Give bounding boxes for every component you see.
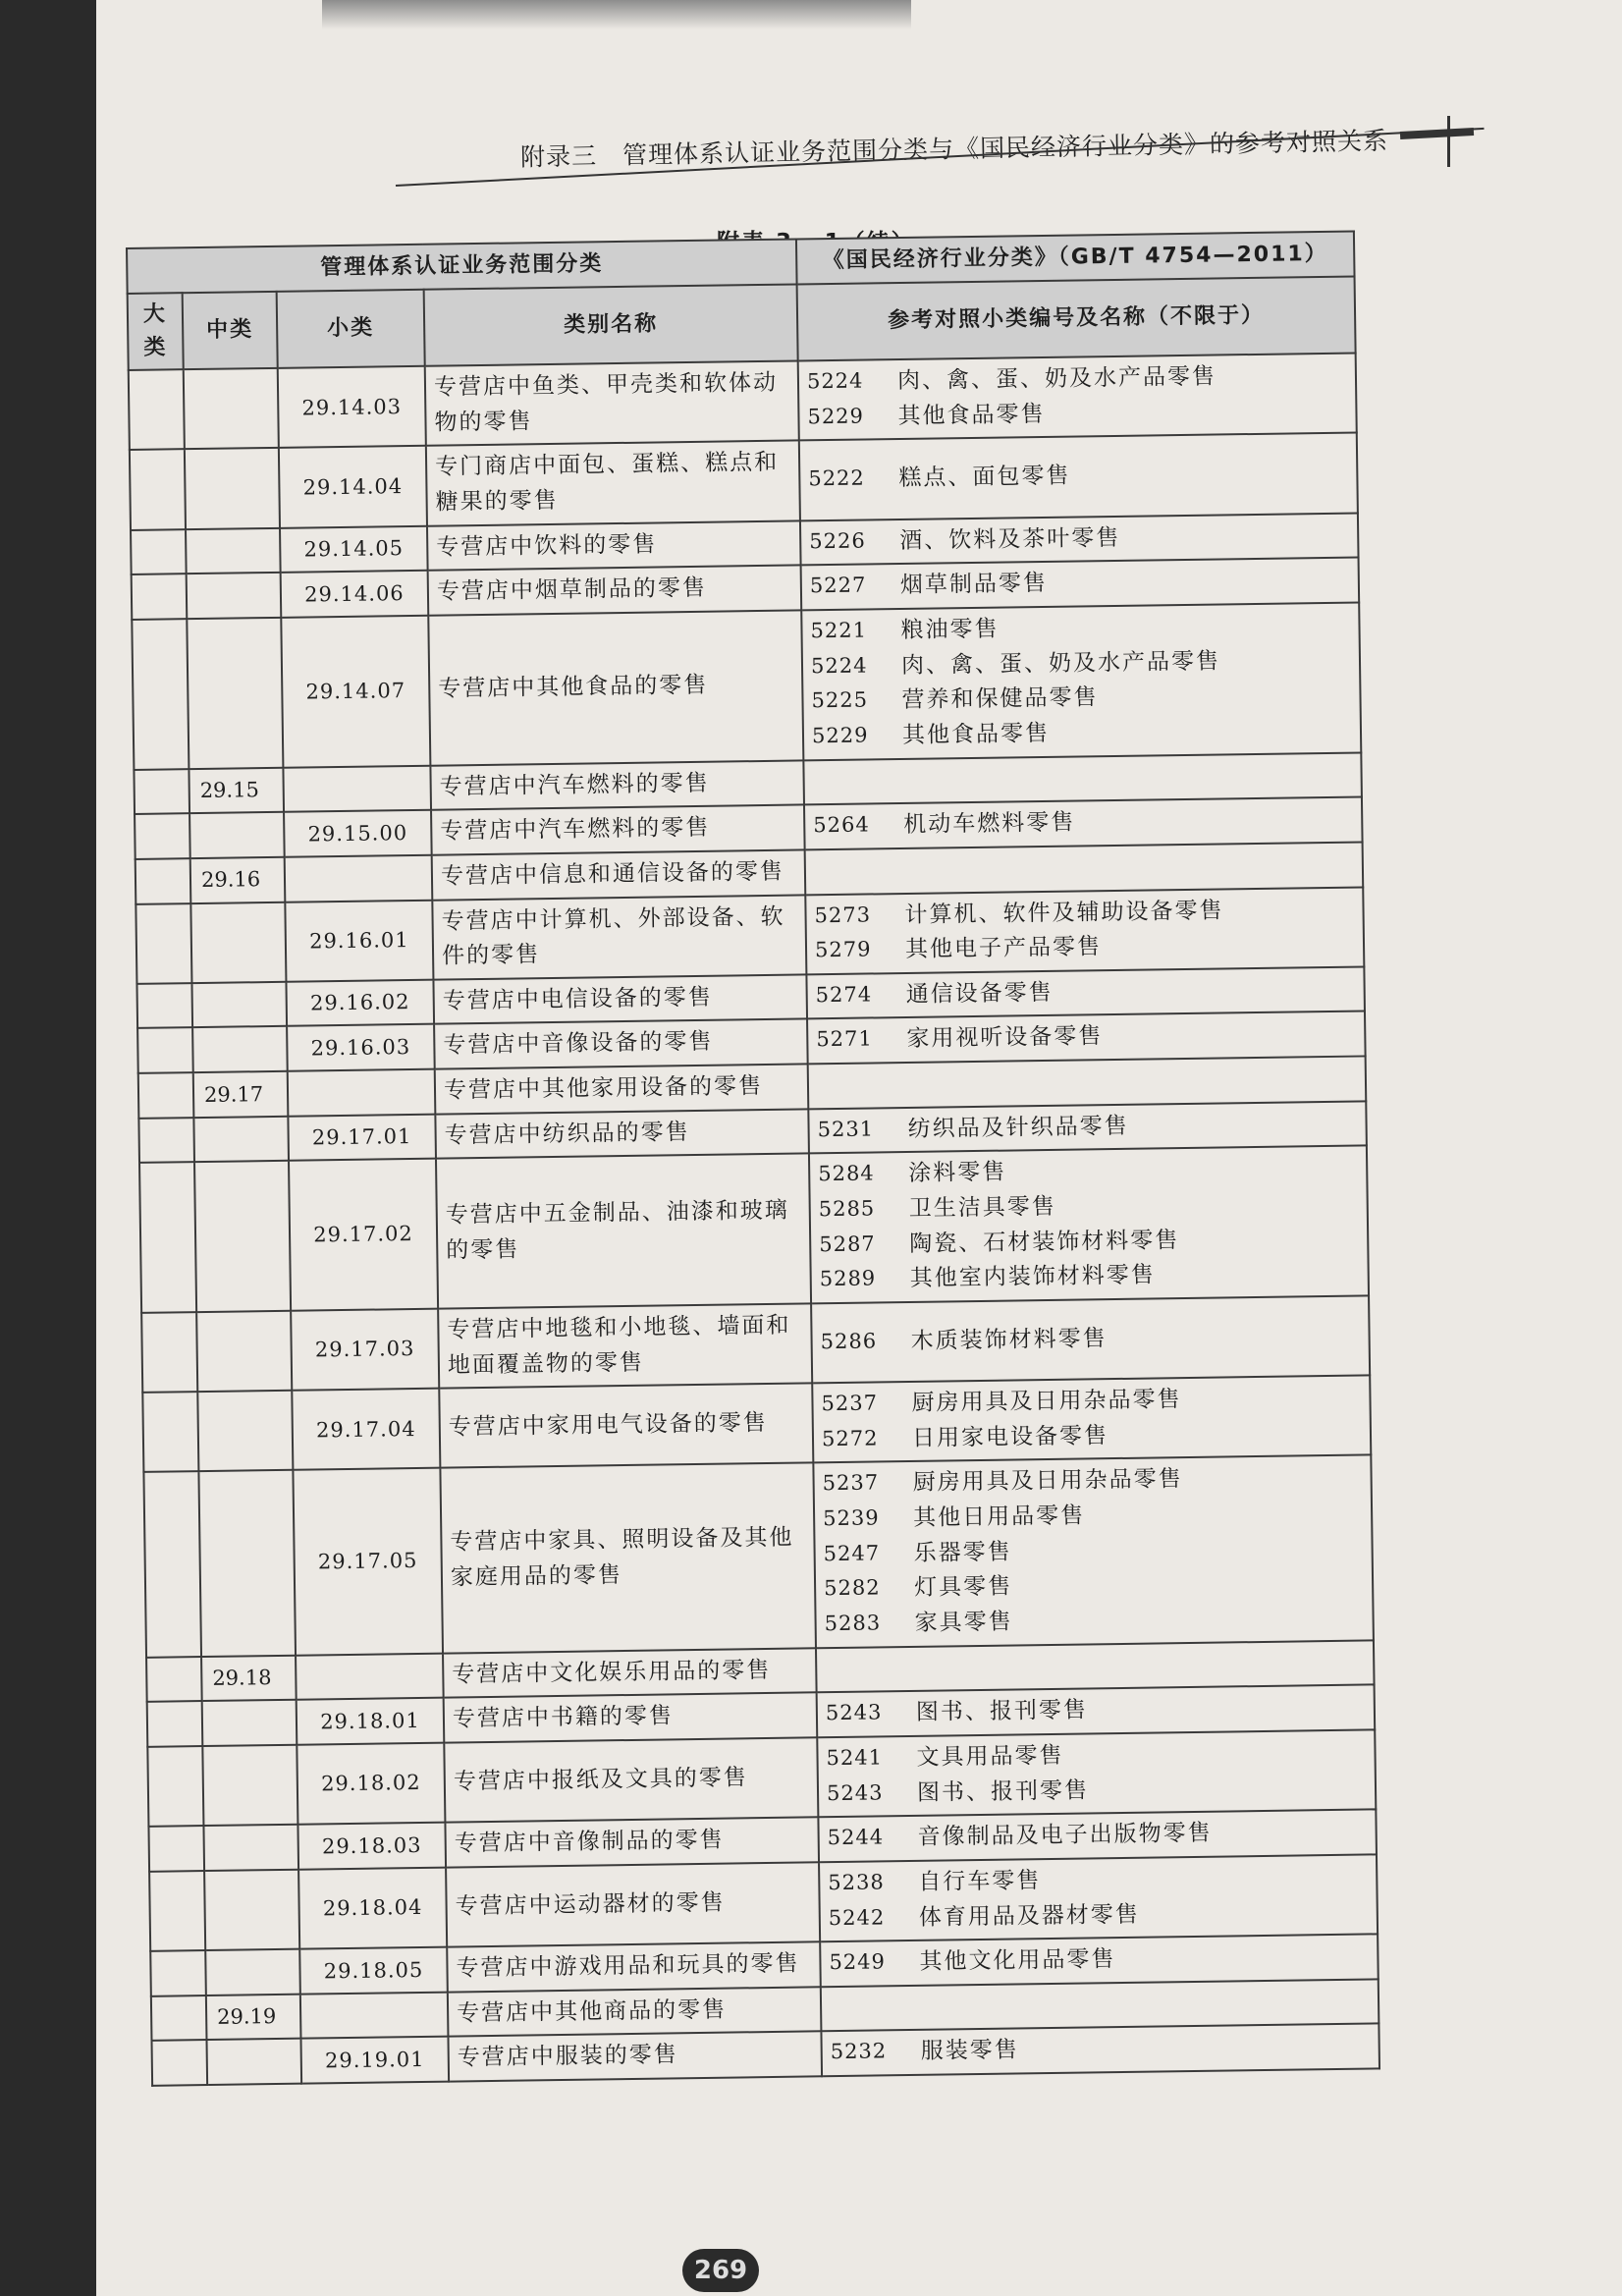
reference-code: 5229 [811, 723, 869, 748]
reference-item [815, 971, 1355, 1013]
reference-list [825, 1663, 1365, 1670]
major-cell [135, 858, 191, 903]
small-class-cell: 29.14.07 [281, 616, 430, 768]
major-cell [130, 450, 186, 530]
reference-name: 家用视听设备零售 [906, 1023, 1104, 1053]
reference-name: 厨房用具及日用杂品零售 [912, 1466, 1183, 1497]
reference-list [814, 864, 1354, 872]
major-cell [138, 1118, 194, 1163]
reference-name: 日用家电设备零售 [911, 1422, 1109, 1451]
reference-name: 服装零售 [920, 2037, 1019, 2065]
reference-code: 5279 [814, 937, 872, 962]
reference-name: 其他文化用品零售 [919, 1946, 1116, 1976]
reference-name: 卫生洁具零售 [908, 1193, 1056, 1222]
sub-class-cell: 29.15 [189, 767, 284, 813]
category-name-cell: 专营店中其他家用设备的零售 [435, 1064, 809, 1114]
reference-code: 5264 [813, 812, 870, 838]
small-class-cell: 29.17.01 [288, 1114, 436, 1161]
reference-code: 5282 [823, 1575, 881, 1601]
running-header: 附录三 管理体系认证业务范围分类与《国民经济行业分类》的参考对照关系 [519, 126, 1389, 172]
reference-name: 其他食品零售 [901, 720, 1051, 748]
reference-cell [800, 513, 1359, 566]
major-cell [132, 574, 188, 620]
reference-item [829, 1894, 1369, 1937]
category-name-cell: 专营店中汽车燃料的零售 [430, 760, 804, 810]
small-class-cell [300, 1992, 449, 2039]
reference-item [807, 393, 1347, 435]
major-cell [135, 903, 191, 984]
reference-name: 家具零售 [914, 1609, 1013, 1636]
sub-class-cell [197, 1391, 293, 1472]
reference-cell [801, 558, 1360, 611]
reference-list [815, 971, 1355, 1013]
reference-code: 5237 [822, 1470, 880, 1496]
reference-code: 5271 [816, 1026, 873, 1052]
sub-class-cell [189, 812, 285, 858]
reference-cell [808, 1057, 1367, 1110]
small-class-cell: 29.17.04 [292, 1389, 440, 1470]
small-class-cell: 29.18.02 [297, 1743, 445, 1825]
reference-item [820, 1318, 1360, 1360]
reference-list [810, 608, 1352, 755]
left-group-header: 管理体系认证业务范围分类 [127, 239, 797, 294]
reference-name: 肉、禽、蛋、奶及水产品零售 [900, 648, 1221, 679]
major-cell [132, 619, 189, 769]
reference-cell [812, 1376, 1371, 1463]
small-class-cell: 29.18.03 [297, 1823, 446, 1870]
reference-name: 木质装饰材料零售 [910, 1325, 1108, 1354]
reference-cell [803, 752, 1362, 805]
ref-header: 参考对照小类编号及名称（不限于） [797, 277, 1356, 361]
category-name-cell: 专营店中运动器材的零售 [446, 1862, 820, 1947]
reference-code: 5243 [826, 1779, 884, 1805]
category-name-cell: 专营店中电信设备的零售 [433, 974, 807, 1024]
reference-list [813, 775, 1353, 783]
reference-code: 5237 [821, 1391, 879, 1416]
small-class-cell: 29.18.04 [298, 1867, 447, 1948]
reference-cell [809, 1146, 1369, 1303]
reference-item [809, 518, 1349, 560]
category-name-cell: 专营店中汽车燃料的零售 [431, 805, 805, 855]
major-cell [136, 983, 192, 1028]
reference-cell [817, 1685, 1376, 1738]
reference-name: 厨房用具及日用杂品零售 [911, 1387, 1182, 1417]
reference-cell [808, 1101, 1367, 1154]
reference-cell [805, 887, 1364, 974]
reference-item [829, 1940, 1369, 1982]
reference-cell [820, 1935, 1379, 1988]
sub-class-cell [205, 1949, 300, 1995]
reference-code: 5249 [829, 1949, 887, 1975]
reference-name: 其他日用品零售 [912, 1503, 1086, 1532]
reference-code: 5244 [827, 1825, 885, 1850]
reference-cell [798, 354, 1357, 441]
sub-class-cell [191, 982, 287, 1028]
major-cell [147, 1746, 203, 1827]
reference-cell [807, 1011, 1366, 1065]
reference-name: 营养和保健品零售 [901, 684, 1099, 714]
small-class-cell [285, 855, 433, 902]
reference-list [826, 1734, 1367, 1812]
major-cell [135, 813, 190, 858]
reference-list [810, 563, 1350, 605]
reference-list [829, 1940, 1369, 1982]
small-class-cell: 29.16.03 [287, 1024, 435, 1071]
category-name-cell: 专营店中其他商品的零售 [448, 1987, 822, 2037]
small-class-cell: 29.19.01 [300, 2037, 449, 2084]
major-cell [134, 769, 189, 814]
reference-item [827, 1770, 1367, 1812]
reference-list [827, 1815, 1367, 1857]
sub-class-cell [196, 1311, 292, 1393]
category-name-cell: 专营店中烟草制品的零售 [428, 566, 802, 616]
category-name-cell: 专营店中鱼类、甲壳类和软体动物的零售 [425, 361, 799, 447]
reference-code: 5289 [819, 1266, 877, 1291]
major-cell [150, 1950, 206, 1995]
sub-class-cell [186, 528, 281, 574]
reference-cell [799, 433, 1358, 520]
reference-item [816, 1016, 1356, 1059]
sub-class-cell [206, 2039, 301, 2085]
reference-code: 5286 [820, 1329, 878, 1353]
category-name-cell: 专营店中地毯和小地毯、墙面和地面覆盖物的零售 [438, 1303, 812, 1389]
reference-name: 其他室内装饰材料零售 [909, 1262, 1156, 1292]
reference-list [831, 2029, 1371, 2071]
reference-code: 5287 [819, 1231, 876, 1256]
sub-class-cell: 29.18 [201, 1655, 297, 1701]
major-cell [147, 1701, 203, 1746]
major-cell [131, 529, 187, 574]
reference-list [814, 892, 1355, 969]
sub-class-cell [193, 1116, 289, 1162]
category-name-cell: 专营店中音像制品的零售 [445, 1818, 819, 1868]
major-cell [129, 369, 185, 450]
reference-code: 5229 [807, 404, 865, 429]
scan-shadow [322, 0, 911, 29]
reference-name: 机动车燃料零售 [903, 809, 1076, 839]
reference-cell [821, 2024, 1379, 2077]
reference-cell [805, 842, 1364, 895]
category-name-cell: 专营店中计算机、外部设备、软件的零售 [432, 895, 806, 980]
reference-item [831, 2029, 1371, 2071]
table-body [129, 354, 1379, 2086]
category-name-cell: 专营店中家用电气设备的零售 [439, 1384, 813, 1469]
reference-code: 5224 [806, 368, 864, 394]
table-row [143, 1455, 1374, 1658]
category-name-cell: 专门商店中面包、蛋糕、糕点和糖果的零售 [426, 441, 800, 526]
category-name-cell: 专营店中其他食品的零售 [428, 610, 803, 765]
major-cell [149, 1871, 205, 1951]
small-class-cell: 29.14.05 [280, 525, 428, 573]
reference-name: 酒、饮料及茶叶零售 [899, 524, 1121, 554]
reference-code: 5243 [825, 1700, 883, 1725]
reference-cell [816, 1640, 1375, 1693]
table-row [132, 603, 1361, 770]
reference-cell [817, 1729, 1376, 1817]
small-class-cell [296, 1653, 444, 1700]
category-name-cell: 专营店中书籍的零售 [444, 1693, 818, 1743]
reference-code: 5241 [826, 1745, 884, 1771]
reference-item [815, 927, 1355, 969]
reference-item [813, 802, 1353, 845]
reference-name: 图书、报刊零售 [915, 1697, 1089, 1726]
scope-table [126, 231, 1380, 2087]
reference-name: 粮油零售 [900, 616, 1000, 644]
small-class-cell [283, 765, 431, 812]
major-cell [152, 2040, 208, 2085]
sub-class-cell [187, 618, 283, 769]
sub-class-cell [194, 1161, 291, 1312]
reference-name: 涂料零售 [908, 1159, 1007, 1187]
reference-list [821, 1381, 1362, 1458]
reference-list [830, 2001, 1370, 2009]
reference-code: 5283 [824, 1611, 882, 1636]
major-cell [139, 1162, 196, 1312]
reference-cell [801, 603, 1361, 760]
category-name-cell: 专营店中音像设备的零售 [434, 1019, 808, 1069]
name-header: 类别名称 [424, 284, 798, 365]
reference-name: 乐器零售 [913, 1539, 1012, 1566]
reference-item [822, 1415, 1362, 1457]
reference-name: 糕点、面包零售 [898, 463, 1071, 492]
reference-code: 5225 [811, 687, 869, 713]
reference-name: 烟草制品零售 [899, 571, 1049, 599]
reference-name: 其他电子产品零售 [904, 934, 1103, 963]
reference-code: 5238 [828, 1870, 885, 1895]
small-class-cell: 29.16.01 [285, 900, 433, 981]
header-tick [1447, 116, 1450, 167]
reference-item [827, 1815, 1367, 1857]
reference-code: 5221 [810, 618, 868, 643]
small-class-cell: 29.18.01 [297, 1698, 445, 1745]
sub-class-cell [190, 902, 286, 983]
category-name-cell: 专营店中游戏用品和玩具的零售 [447, 1941, 821, 1992]
reference-list [817, 1106, 1357, 1148]
reference-item [808, 456, 1348, 498]
reference-list [816, 1016, 1356, 1059]
small-class-cell [288, 1069, 436, 1117]
header-marker [1400, 128, 1474, 139]
reference-code: 5239 [822, 1505, 880, 1531]
reference-name: 通信设备零售 [905, 979, 1054, 1008]
major-cell [142, 1392, 198, 1472]
reference-code: 5232 [830, 2039, 888, 2064]
sub-class-cell [202, 1700, 297, 1746]
category-name-cell: 专营店中文化娱乐用品的零售 [443, 1648, 817, 1698]
sub-class-cell [184, 368, 279, 450]
reference-item [812, 713, 1352, 755]
reference-code: 5226 [809, 528, 866, 554]
reference-cell [813, 1455, 1374, 1648]
small-class-cell: 29.14.04 [279, 446, 427, 527]
category-name-cell: 专营店中服装的零售 [448, 2032, 822, 2082]
table-row [139, 1146, 1369, 1313]
reference-code: 5285 [818, 1196, 876, 1222]
reference-code: 5273 [814, 902, 872, 927]
reference-item [824, 1601, 1364, 1643]
small-header: 小类 [277, 290, 425, 368]
reference-list [813, 802, 1353, 845]
reference-code: 5231 [817, 1117, 875, 1141]
reference-cell [818, 1810, 1377, 1863]
reference-list [822, 1460, 1364, 1643]
reference-item [817, 1106, 1357, 1148]
reference-cell [821, 1979, 1379, 2032]
category-name-cell: 专营店中信息和通信设备的零售 [432, 849, 806, 900]
reference-list [818, 1151, 1360, 1298]
reference-list [826, 1690, 1366, 1732]
major-header: 大类 [128, 293, 184, 370]
major-cell [137, 1028, 193, 1073]
reference-list [828, 1859, 1369, 1937]
category-name-cell: 专营店中饮料的零售 [427, 520, 801, 571]
reference-code: 5222 [808, 465, 865, 491]
major-cell [151, 1995, 207, 2041]
sub-class-cell [203, 1825, 298, 1871]
reference-name: 灯具零售 [913, 1573, 1013, 1602]
reference-item [810, 563, 1350, 605]
reference-code: 5224 [810, 653, 868, 678]
reference-cell [811, 1295, 1370, 1383]
sub-header: 中类 [183, 292, 278, 370]
scope-table-wrapper [126, 231, 1379, 2087]
small-class-cell: 29.15.00 [284, 810, 432, 857]
major-cell [146, 1657, 202, 1702]
reference-name: 体育用品及器材零售 [918, 1901, 1140, 1931]
reference-name: 纺织品及针织品零售 [907, 1113, 1129, 1142]
reference-code: 5227 [809, 573, 867, 598]
reference-cell [819, 1854, 1378, 1941]
sub-class-cell [185, 448, 280, 529]
small-class-cell: 29.17.03 [291, 1309, 439, 1391]
small-class-cell: 29.17.05 [293, 1468, 443, 1655]
small-class-cell: 29.16.02 [286, 979, 434, 1026]
sub-class-cell: 29.19 [206, 1995, 301, 2041]
page-number: 269 [682, 2249, 759, 2292]
category-name-cell: 专营店中纺织品的零售 [435, 1109, 809, 1159]
sub-class-cell [192, 1026, 288, 1072]
reference-list [820, 1318, 1360, 1360]
reference-name: 自行车零售 [918, 1868, 1042, 1895]
reference-code: 5247 [823, 1541, 881, 1565]
small-class-cell: 29.17.02 [289, 1159, 438, 1311]
reference-code: 5272 [821, 1426, 879, 1451]
major-cell [141, 1312, 197, 1393]
small-class-cell: 29.14.06 [281, 571, 429, 618]
reference-list [808, 456, 1348, 498]
small-class-cell: 29.14.03 [278, 366, 426, 448]
sub-class-cell: 29.16 [190, 857, 286, 903]
reference-name: 其他食品零售 [897, 401, 1046, 429]
category-name-cell: 专营店中报纸及文具的零售 [444, 1737, 818, 1823]
reference-item [826, 1690, 1366, 1732]
major-cell [148, 1826, 204, 1871]
reference-name: 计算机、软件及辅助设备零售 [904, 897, 1224, 928]
sub-class-cell: 29.17 [193, 1071, 289, 1118]
reference-cell [806, 966, 1365, 1019]
reference-code: 5274 [815, 982, 873, 1008]
major-cell [138, 1072, 194, 1118]
major-cell [143, 1472, 201, 1658]
reference-name: 肉、禽、蛋、奶及水产品零售 [896, 363, 1217, 395]
reference-cell [804, 797, 1363, 850]
small-class-cell: 29.18.05 [299, 1947, 448, 1995]
sub-class-cell [198, 1470, 296, 1657]
reference-name: 图书、报刊零售 [916, 1777, 1090, 1806]
reference-list [807, 358, 1348, 436]
sub-class-cell [204, 1870, 299, 1951]
reference-name: 陶瓷、石材装饰材料零售 [909, 1227, 1180, 1257]
reference-list [817, 1078, 1357, 1086]
sub-class-cell [187, 573, 282, 619]
sub-class-cell [202, 1745, 297, 1827]
reference-name: 文具用品零售 [916, 1742, 1064, 1771]
reference-list [809, 518, 1349, 560]
reference-code: 5284 [818, 1161, 875, 1186]
category-name-cell: 专营店中五金制品、油漆和玻璃的零售 [436, 1154, 811, 1309]
reference-name: 音像制品及电子出版物零售 [917, 1820, 1213, 1851]
reference-code: 5242 [828, 1904, 886, 1930]
category-name-cell: 专营店中家具、照明设备及其他家庭用品的零售 [440, 1463, 816, 1653]
right-group-header: 《国民经济行业分类》（GB/T 4754—2011） [796, 232, 1355, 285]
reference-item [820, 1256, 1360, 1298]
